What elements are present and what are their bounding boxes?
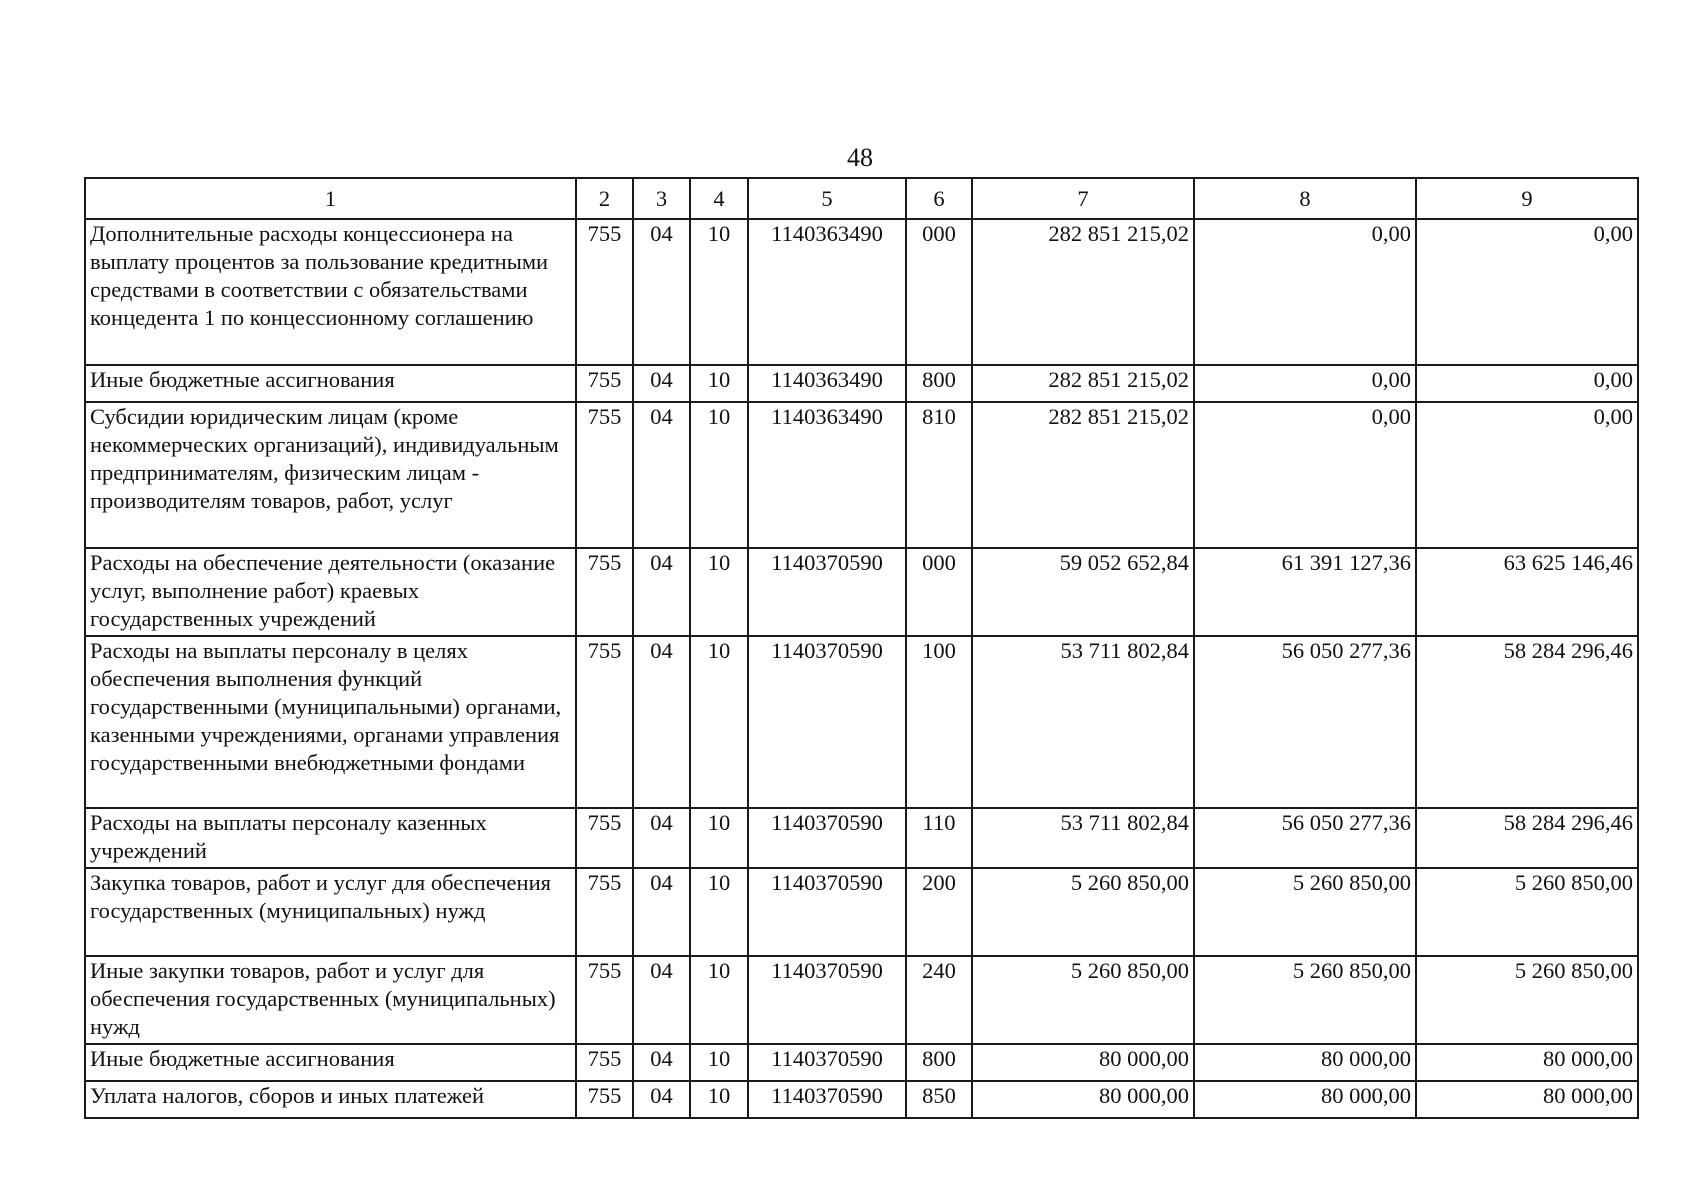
header-col-2: 2 [576, 178, 633, 219]
row-amount-8: 56 050 277,36 [1194, 636, 1416, 808]
row-code-2: 755 [576, 548, 633, 636]
row-code-3: 04 [633, 956, 690, 1044]
row-code-6: 810 [906, 402, 972, 548]
row-amount-8: 0,00 [1194, 402, 1416, 548]
row-name: Субсидии юридическим лицам (кроме некоммерческих организаций), индивидуальным предпринимателям, физическим лицам - производителям товаров, работ, услуг [85, 402, 576, 548]
row-name: Расходы на выплаты персоналу казенных учреждений [85, 808, 576, 868]
row-code-3: 04 [633, 1081, 690, 1118]
page-number: 48 [847, 143, 873, 172]
row-amount-9: 58 284 296,46 [1416, 636, 1638, 808]
row-code-6: 800 [906, 365, 972, 402]
row-amount-7: 53 711 802,84 [972, 636, 1194, 808]
row-code-6: 240 [906, 956, 972, 1044]
row-code-5: 1140370590 [748, 1081, 906, 1118]
row-code-4: 10 [690, 402, 748, 548]
row-code-4: 10 [690, 548, 748, 636]
row-code-2: 755 [576, 219, 633, 365]
row-code-3: 04 [633, 868, 690, 956]
row-code-2: 755 [576, 402, 633, 548]
row-code-2: 755 [576, 956, 633, 1044]
row-amount-9: 63 625 146,46 [1416, 548, 1638, 636]
row-code-3: 04 [633, 365, 690, 402]
row-code-3: 04 [633, 1044, 690, 1081]
row-amount-7: 59 052 652,84 [972, 548, 1194, 636]
row-code-2: 755 [576, 365, 633, 402]
table-row [85, 365, 1638, 402]
row-code-4: 10 [690, 1044, 748, 1081]
row-amount-8: 61 391 127,36 [1194, 548, 1416, 636]
row-name: Иные бюджетные ассигнования [85, 365, 576, 402]
table-row [85, 548, 1638, 636]
row-code-4: 10 [690, 365, 748, 402]
row-amount-9: 0,00 [1416, 402, 1638, 548]
row-code-5: 1140370590 [748, 636, 906, 808]
row-code-2: 755 [576, 636, 633, 808]
row-amount-8: 0,00 [1194, 219, 1416, 365]
row-code-4: 10 [690, 868, 748, 956]
header-col-7: 7 [972, 178, 1194, 219]
row-code-6: 800 [906, 1044, 972, 1081]
row-code-6: 110 [906, 808, 972, 868]
header-col-6: 6 [906, 178, 972, 219]
row-code-5: 1140370590 [748, 956, 906, 1044]
table-row [85, 1044, 1638, 1081]
row-code-5: 1140370590 [748, 548, 906, 636]
row-name: Закупка товаров, работ и услуг для обеспечения государственных (муниципальных) нужд [85, 868, 576, 956]
row-code-5: 1140363490 [748, 219, 906, 365]
header-col-8: 8 [1194, 178, 1416, 219]
row-amount-8: 0,00 [1194, 365, 1416, 402]
table-row [85, 402, 1638, 548]
row-amount-9: 0,00 [1416, 219, 1638, 365]
row-code-3: 04 [633, 548, 690, 636]
row-code-5: 1140363490 [748, 402, 906, 548]
row-amount-9: 58 284 296,46 [1416, 808, 1638, 868]
row-name: Уплата налогов, сборов и иных платежей [85, 1081, 576, 1118]
row-amount-7: 282 851 215,02 [972, 402, 1194, 548]
header-col-4: 4 [690, 178, 748, 219]
row-name: Иные бюджетные ассигнования [85, 1044, 576, 1081]
row-amount-8: 56 050 277,36 [1194, 808, 1416, 868]
row-code-4: 10 [690, 808, 748, 868]
row-amount-9: 5 260 850,00 [1416, 868, 1638, 956]
row-amount-9: 80 000,00 [1416, 1044, 1638, 1081]
row-code-5: 1140363490 [748, 365, 906, 402]
row-amount-7: 282 851 215,02 [972, 219, 1194, 365]
row-code-6: 000 [906, 219, 972, 365]
row-name: Иные закупки товаров, работ и услуг для обеспечения государственных (муниципальных) нужд [85, 956, 576, 1044]
row-amount-8: 80 000,00 [1194, 1081, 1416, 1118]
row-amount-8: 80 000,00 [1194, 1044, 1416, 1081]
row-amount-7: 80 000,00 [972, 1081, 1194, 1118]
row-code-6: 200 [906, 868, 972, 956]
row-amount-8: 5 260 850,00 [1194, 956, 1416, 1044]
row-code-2: 755 [576, 1044, 633, 1081]
row-amount-9: 5 260 850,00 [1416, 956, 1638, 1044]
row-code-4: 10 [690, 219, 748, 365]
row-code-6: 850 [906, 1081, 972, 1118]
header-col-1: 1 [85, 178, 576, 219]
row-amount-7: 80 000,00 [972, 1044, 1194, 1081]
row-code-5: 1140370590 [748, 1044, 906, 1081]
table-row [85, 868, 1638, 956]
header-col-9: 9 [1416, 178, 1638, 219]
row-amount-9: 80 000,00 [1416, 1081, 1638, 1118]
header-row [85, 178, 1638, 219]
row-code-5: 1140370590 [748, 808, 906, 868]
table-row [85, 219, 1638, 365]
row-code-5: 1140370590 [748, 868, 906, 956]
row-code-6: 000 [906, 548, 972, 636]
row-amount-9: 0,00 [1416, 365, 1638, 402]
row-code-2: 755 [576, 1081, 633, 1118]
row-code-6: 100 [906, 636, 972, 808]
row-amount-7: 5 260 850,00 [972, 868, 1194, 956]
table-row [85, 808, 1638, 868]
table-row [85, 956, 1638, 1044]
row-code-3: 04 [633, 219, 690, 365]
row-amount-7: 53 711 802,84 [972, 808, 1194, 868]
row-code-2: 755 [576, 868, 633, 956]
header-col-5: 5 [748, 178, 906, 219]
row-amount-8: 5 260 850,00 [1194, 868, 1416, 956]
row-code-4: 10 [690, 1081, 748, 1118]
budget-table [84, 177, 1639, 1119]
row-code-4: 10 [690, 956, 748, 1044]
row-amount-7: 282 851 215,02 [972, 365, 1194, 402]
row-name: Расходы на выплаты персоналу в целях обеспечения выполнения функций государственными (муниципальными) органами, казенными учреждениями, органами управления государственными внебюджетными фондами [85, 636, 576, 808]
row-code-3: 04 [633, 402, 690, 548]
row-code-4: 10 [690, 636, 748, 808]
row-code-3: 04 [633, 808, 690, 868]
table-row [85, 1081, 1638, 1118]
table-row [85, 636, 1638, 808]
header-col-3: 3 [633, 178, 690, 219]
row-name: Дополнительные расходы концессионера на выплату процентов за пользование кредитными средствами в соответствии с обязательствами концедента 1 по концессионному соглашению [85, 219, 576, 365]
row-name: Расходы на обеспечение деятельности (оказание услуг, выполнение работ) краевых государственных учреждений [85, 548, 576, 636]
row-code-3: 04 [633, 636, 690, 808]
row-amount-7: 5 260 850,00 [972, 956, 1194, 1044]
row-code-2: 755 [576, 808, 633, 868]
